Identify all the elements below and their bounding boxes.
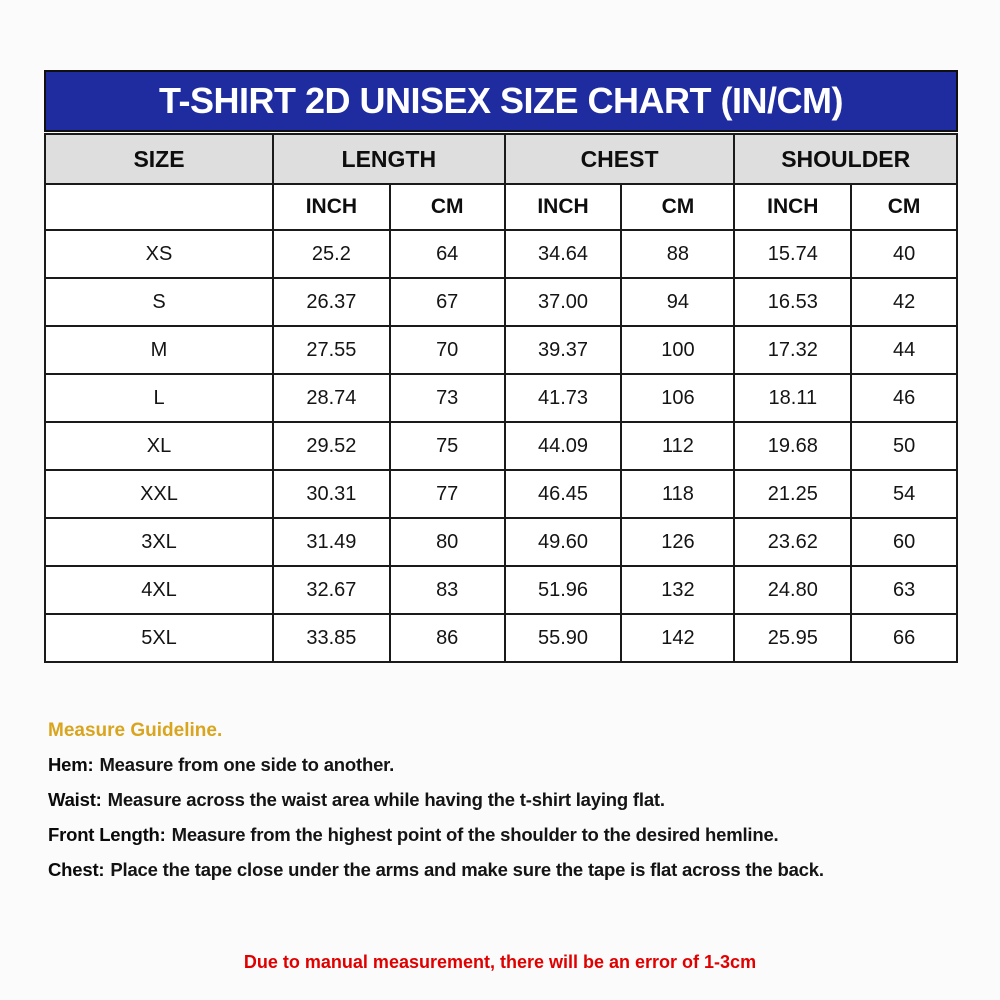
table-row-5xl <box>45 614 957 662</box>
table-row-4xl <box>45 566 957 614</box>
unit-header-shoulder-inch: INCH <box>734 184 851 230</box>
table-row-xs <box>45 230 957 278</box>
value-cell: 77 <box>390 470 505 518</box>
column-header-shoulder: SHOULDER <box>734 134 957 184</box>
value-cell: 21.25 <box>734 470 851 518</box>
value-cell: 44.09 <box>505 422 622 470</box>
page-title: T-SHIRT 2D UNISEX SIZE CHART (IN/CM) <box>158 80 844 121</box>
size-cell: 4XL <box>45 566 273 614</box>
value-cell: 39.37 <box>505 326 622 374</box>
table-row-l <box>45 374 957 422</box>
unit-header-length-inch: INCH <box>273 184 390 230</box>
column-header-chest: CHEST <box>505 134 735 184</box>
size-cell: XS <box>45 230 273 278</box>
group-header-row <box>45 134 957 184</box>
guideline-desc: Measure from the highest point of the shoulder to the desired hemline. <box>171 824 779 845</box>
guideline-waist <box>48 789 958 811</box>
guideline-term: Chest: <box>48 859 105 880</box>
value-cell: 60 <box>851 518 957 566</box>
value-cell: 32.67 <box>273 566 390 614</box>
guideline-term: Waist: <box>48 789 102 810</box>
value-cell: 26.37 <box>273 278 390 326</box>
table-row-3xl <box>45 518 957 566</box>
title-band <box>44 70 958 132</box>
value-cell: 31.49 <box>273 518 390 566</box>
value-cell: 42 <box>851 278 957 326</box>
guideline-chest <box>48 859 958 881</box>
value-cell: 67 <box>390 278 505 326</box>
value-cell: 33.85 <box>273 614 390 662</box>
size-cell: XL <box>45 422 273 470</box>
unit-header-empty <box>45 184 273 230</box>
value-cell: 27.55 <box>273 326 390 374</box>
value-cell: 54 <box>851 470 957 518</box>
size-cell: XXL <box>45 470 273 518</box>
value-cell: 29.52 <box>273 422 390 470</box>
table-row-m <box>45 326 957 374</box>
guideline-hem <box>48 754 958 776</box>
table-row-xl <box>45 422 957 470</box>
unit-header-shoulder-cm: CM <box>851 184 957 230</box>
value-cell: 83 <box>390 566 505 614</box>
guideline-desc: Measure from one side to another. <box>99 754 395 775</box>
value-cell: 106 <box>621 374 734 422</box>
table-row-xxl <box>45 470 957 518</box>
measurement-error-note: Due to manual measurement, there will be an error of 1-3cm <box>243 952 757 972</box>
unit-header-chest-cm: CM <box>621 184 734 230</box>
value-cell: 46.45 <box>505 470 622 518</box>
value-cell: 66 <box>851 614 957 662</box>
guideline-desc: Measure across the waist area while having the t-shirt laying flat. <box>107 789 665 810</box>
value-cell: 70 <box>390 326 505 374</box>
value-cell: 41.73 <box>505 374 622 422</box>
value-cell: 55.90 <box>505 614 622 662</box>
value-cell: 64 <box>390 230 505 278</box>
value-cell: 80 <box>390 518 505 566</box>
value-cell: 44 <box>851 326 957 374</box>
unit-header-length-cm: CM <box>390 184 505 230</box>
value-cell: 142 <box>621 614 734 662</box>
size-cell: M <box>45 326 273 374</box>
value-cell: 73 <box>390 374 505 422</box>
value-cell: 16.53 <box>734 278 851 326</box>
value-cell: 51.96 <box>505 566 622 614</box>
value-cell: 49.60 <box>505 518 622 566</box>
guideline-term: Front Length: <box>48 824 166 845</box>
size-cell: L <box>45 374 273 422</box>
guideline-heading: Measure Guideline. <box>48 720 223 741</box>
value-cell: 37.00 <box>505 278 622 326</box>
unit-header-chest-inch: INCH <box>505 184 622 230</box>
value-cell: 88 <box>621 230 734 278</box>
column-header-length: LENGTH <box>273 134 505 184</box>
value-cell: 40 <box>851 230 957 278</box>
size-cell: 3XL <box>45 518 273 566</box>
value-cell: 112 <box>621 422 734 470</box>
value-cell: 118 <box>621 470 734 518</box>
value-cell: 132 <box>621 566 734 614</box>
value-cell: 15.74 <box>734 230 851 278</box>
size-cell: S <box>45 278 273 326</box>
value-cell: 94 <box>621 278 734 326</box>
unit-header-row <box>45 184 957 230</box>
value-cell: 19.68 <box>734 422 851 470</box>
guideline-front-length <box>48 824 958 846</box>
value-cell: 50 <box>851 422 957 470</box>
value-cell: 24.80 <box>734 566 851 614</box>
size-table <box>44 133 958 663</box>
table-row-s <box>45 278 957 326</box>
value-cell: 100 <box>621 326 734 374</box>
value-cell: 34.64 <box>505 230 622 278</box>
value-cell: 28.74 <box>273 374 390 422</box>
size-chart <box>44 70 958 663</box>
value-cell: 63 <box>851 566 957 614</box>
measure-guidelines <box>48 720 958 894</box>
value-cell: 46 <box>851 374 957 422</box>
value-cell: 18.11 <box>734 374 851 422</box>
column-header-size: SIZE <box>45 134 273 184</box>
guideline-term: Hem: <box>48 754 94 775</box>
value-cell: 126 <box>621 518 734 566</box>
value-cell: 25.2 <box>273 230 390 278</box>
value-cell: 86 <box>390 614 505 662</box>
value-cell: 23.62 <box>734 518 851 566</box>
value-cell: 25.95 <box>734 614 851 662</box>
value-cell: 17.32 <box>734 326 851 374</box>
guideline-desc: Place the tape close under the arms and make sure the tape is flat across the back. <box>110 859 824 880</box>
value-cell: 75 <box>390 422 505 470</box>
value-cell: 30.31 <box>273 470 390 518</box>
size-cell: 5XL <box>45 614 273 662</box>
